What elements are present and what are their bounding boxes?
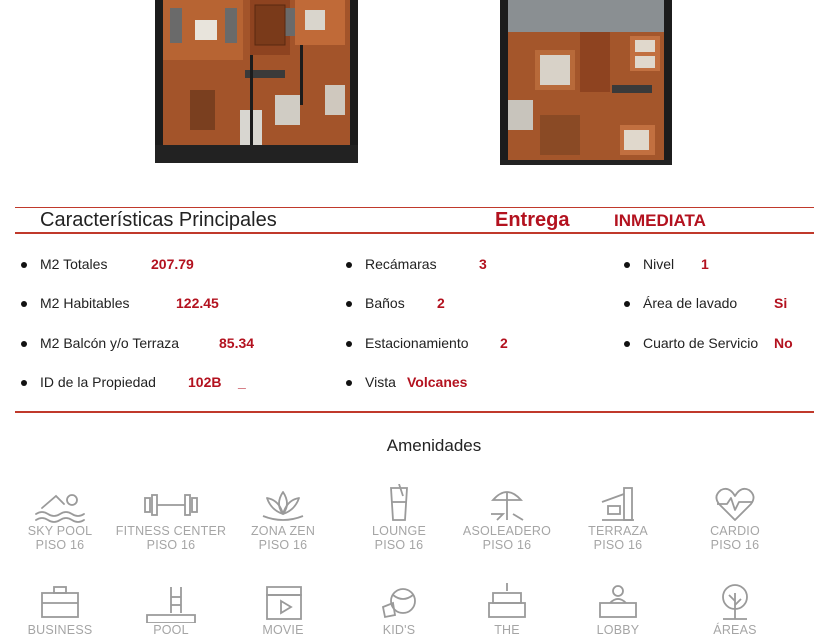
amenity-name: LOUNGE	[372, 524, 426, 538]
amenity-floor: PISO 16	[374, 538, 424, 552]
lotus-icon	[253, 484, 313, 524]
feature-label: M2 Habitables	[40, 295, 130, 311]
amenity-floor: PISO 16	[482, 538, 532, 552]
bullet-icon	[346, 380, 352, 386]
amenity-floor: PISO 16	[258, 538, 308, 552]
amenity-name: BUSINESS	[27, 623, 93, 637]
amenity-name: ASOLEADERO	[462, 524, 552, 538]
feature-label: Área de lavado	[643, 295, 738, 311]
amenity-sky-pool	[0, 484, 120, 552]
floor-plan-lower	[155, 0, 358, 163]
amenity-zona-zen	[223, 484, 343, 552]
amenity-lounge	[339, 484, 459, 552]
feature-value: 3	[479, 256, 487, 272]
feature-m2-totales	[40, 256, 194, 272]
amenity-fitness-center	[111, 484, 231, 552]
feature-label: Cuarto de Servicio	[643, 335, 759, 351]
feature-label: Nivel	[643, 256, 675, 272]
feature-estacionamiento	[365, 335, 508, 351]
amenity-lobby	[558, 583, 678, 637]
feature-id-propiedad	[40, 374, 246, 390]
feature-value: 207.79	[151, 256, 194, 272]
cake-icon	[477, 583, 537, 623]
amenity-areas	[675, 583, 795, 637]
characteristics-title: Características Principales	[40, 209, 277, 231]
amenity-terraza	[558, 484, 678, 552]
bullet-icon	[346, 262, 352, 268]
entrega-value: INMEDIATA	[614, 211, 706, 230]
feature-label: M2 Totales	[40, 256, 108, 272]
feature-banos	[365, 295, 445, 311]
feature-value: 2	[437, 295, 445, 311]
heart-pulse-icon	[705, 484, 765, 524]
feature-nivel	[643, 256, 709, 272]
ball-icon	[369, 583, 429, 623]
amenity-name: MOVIE	[262, 623, 304, 637]
feature-label: Estacionamiento	[365, 335, 469, 351]
header-rule	[15, 232, 814, 234]
bullet-icon	[346, 301, 352, 307]
amenity-the	[447, 583, 567, 637]
entrega-label: Entrega	[495, 209, 570, 231]
feature-area-lavado	[643, 295, 788, 311]
clapperboard-icon	[253, 583, 313, 623]
floor-plan-upper	[500, 0, 672, 165]
feature-value: 122.45	[176, 295, 219, 311]
amenity-name: LOBBY	[596, 623, 640, 637]
id-suffix: _	[238, 374, 246, 390]
bullet-icon	[624, 341, 630, 347]
top-rule	[15, 207, 814, 208]
amenity-cardio	[675, 484, 795, 552]
feature-recamaras	[365, 256, 487, 272]
amenity-name: THE	[494, 623, 520, 637]
amenity-name: KID'S	[382, 623, 416, 637]
cocktail-icon	[369, 484, 429, 524]
bullet-icon	[346, 341, 352, 347]
amenity-asoleadero	[447, 484, 567, 552]
swimmer-icon	[30, 484, 90, 524]
feature-m2-balcon	[40, 335, 255, 351]
bullet-icon	[21, 301, 27, 307]
reception-icon	[588, 583, 648, 623]
amenity-name: POOL	[153, 623, 189, 637]
feature-label: Recámaras	[365, 256, 437, 272]
amenity-kids	[339, 583, 459, 637]
feature-m2-habitables	[40, 295, 219, 311]
feature-value: 102B	[188, 374, 222, 390]
umbrella-icon	[477, 484, 537, 524]
amenity-name: ZONA ZEN	[250, 524, 316, 538]
amenity-floor: PISO 16	[593, 538, 643, 552]
feature-cuarto-servicio	[643, 335, 793, 351]
feature-value: Volcanes	[407, 374, 468, 390]
feature-label: M2 Balcón y/o Terraza	[40, 335, 180, 351]
pool-ladder-icon	[141, 583, 201, 623]
terrace-icon	[588, 484, 648, 524]
bullet-icon	[624, 301, 630, 307]
dumbbell-icon	[141, 484, 201, 524]
bottom-rule	[15, 411, 814, 413]
briefcase-icon	[30, 583, 90, 623]
amenity-pool	[111, 583, 231, 637]
amenity-business	[0, 583, 120, 637]
feature-label: Vista	[365, 374, 396, 390]
feature-label: Baños	[365, 295, 405, 311]
amenity-floor: PISO 16	[710, 538, 760, 552]
amenity-name: CARDIO	[710, 524, 760, 538]
amenity-floor: PISO 16	[35, 538, 85, 552]
tree-icon	[705, 583, 765, 623]
amenity-floor: PISO 16	[146, 538, 196, 552]
amenity-name: TERRAZA	[588, 524, 648, 538]
feature-label: ID de la Propiedad	[40, 374, 156, 390]
amenity-movie	[223, 583, 343, 637]
bullet-icon	[21, 341, 27, 347]
bullet-icon	[21, 262, 27, 268]
amenities-title: Amenidades	[386, 436, 482, 455]
feature-value: Si	[774, 295, 788, 311]
bullet-icon	[21, 380, 27, 386]
amenity-name: SKY POOL	[27, 524, 93, 538]
bullet-icon	[624, 262, 630, 268]
feature-vista	[365, 374, 468, 390]
feature-value: No	[774, 335, 793, 351]
feature-value: 1	[701, 256, 709, 272]
amenity-name: ÁREAS	[713, 623, 757, 637]
feature-value: 2	[500, 335, 508, 351]
feature-value: 85.34	[219, 335, 255, 351]
amenity-name: FITNESS CENTER	[115, 524, 227, 538]
